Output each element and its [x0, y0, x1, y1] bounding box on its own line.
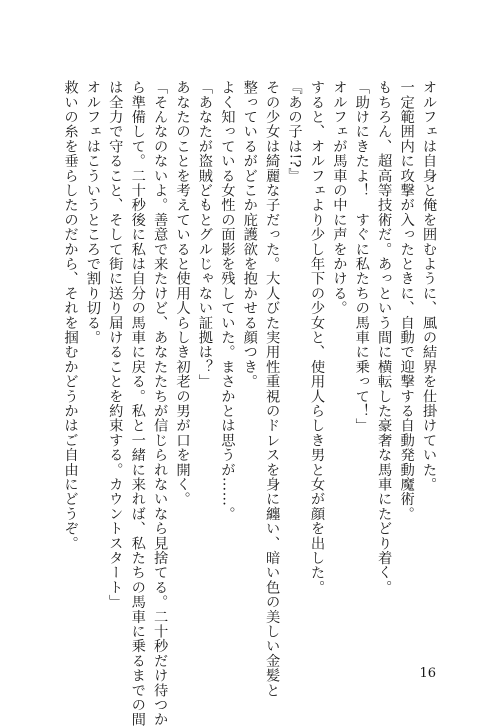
text-line: オルフェは自身と俺を囲むように、風の結界を仕掛けていた。: [421, 80, 437, 492]
text-line: あなたのことを考えていると使用人らしき初老の男が口を開く。: [174, 80, 191, 507]
text-line: は全力で守ること、そして街に送り届けることを約束する。カウントスタート」: [107, 80, 124, 610]
page-number: 16: [419, 666, 436, 681]
text-line: 「助けにきたよ！ すぐに私たちの馬車に乗って！」: [353, 80, 370, 433]
text-line: 『あの子は!?』: [286, 80, 303, 183]
text-line: よく知っている女性の面影を残していた。まさかとは思うが……。: [219, 80, 236, 521]
text-line: 救いの糸を垂らしたのだから、それを掴むかどうかはご自由にどうぞ。: [62, 80, 79, 551]
text-line: 「あなたが盗賊どもとグルじゃない証拠は？」: [196, 80, 213, 389]
text-line: 「そんなのないよ。善意で来たけど、あなたたちが信じられないなら見捨てる。二十秒だけ待つか: [152, 80, 169, 727]
text-line: ら準備して。二十秒後に私は自分の馬車に戻る。私と一緒に来れば、私たちの馬車に乗るまでの間: [129, 80, 146, 727]
text-line: もちろん、超高等技術だ。あっという間に横転した豪奢な馬車にたどり着く。: [376, 80, 393, 595]
text-line: すると、オルフェより少し年下の少女と、使用人らしき男と女が顔を出した。: [308, 80, 325, 595]
text-line: オルフェはこういうところで割り切る。: [84, 80, 101, 345]
text-line: その少女は綺麗な子だった。大人びた実用性重視のドレスを身に纏い、暗い色の美しい金髪と: [264, 80, 281, 698]
text-line: 一定範囲内に攻撃が入ったときに、自動で迎撃する自動発動魔術。: [398, 80, 415, 521]
text-line: オルフェが馬車の中に声をかける。: [331, 80, 348, 316]
text-line: 整っているがどこか庇護欲を抱かせる顔つき。: [241, 80, 258, 389]
